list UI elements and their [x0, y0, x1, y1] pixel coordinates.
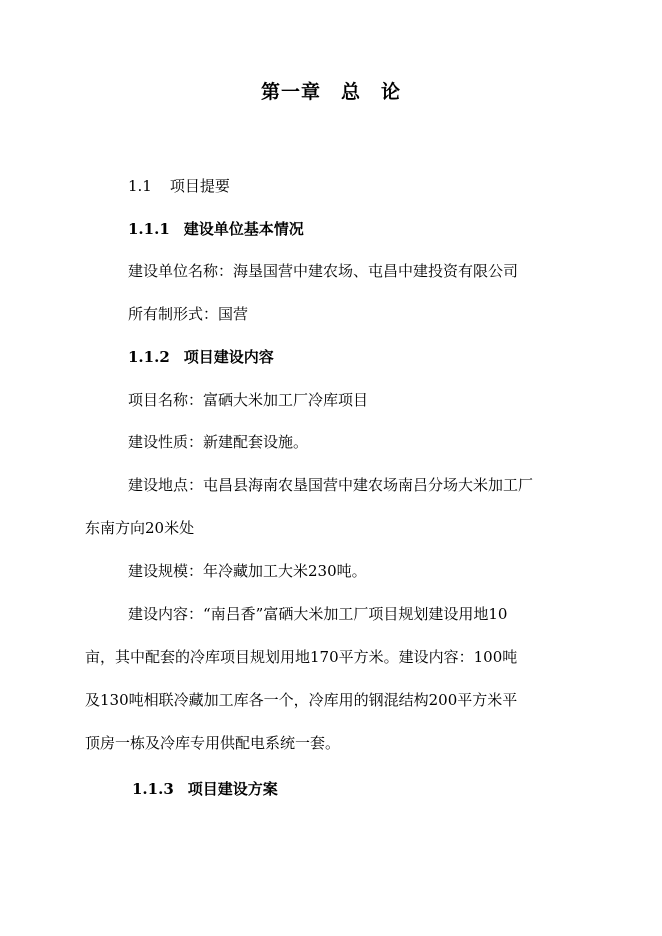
section-title: 项目建设方案 — [187, 780, 278, 798]
chapter-title: 第一章 总 论 — [260, 81, 401, 103]
paragraph-content-line-1: 建设内容：“南吕香”富硒大米加工厂项目规划建设用地10 — [128, 605, 508, 623]
section-number: 1.1 — [128, 177, 152, 195]
paragraph-project-name: 项目名称：富硒大米加工厂冷库项目 — [128, 391, 369, 409]
paragraph-content-line-2: 亩，其中配套的冷库项目规划用地170平方米。建设内容：100吨 — [85, 648, 518, 666]
section-number: 1.1.2 — [128, 348, 170, 366]
section-number: 1.1.1 — [128, 220, 170, 238]
paragraph-unit-name: 建设单位名称：海垦国营中建农场、屯昌中建投资有限公司 — [128, 262, 519, 280]
section-1-1-1-heading — [128, 219, 304, 239]
section-number: 1.1.3 — [132, 780, 174, 798]
paragraph-content-line-3: 及130吨相联冷藏加工库各一个，冷库用的钢混结构200平方米平 — [85, 691, 518, 709]
paragraph-scale: 建设规模：年冷藏加工大米230吨。 — [128, 562, 367, 580]
section-title: 建设单位基本情况 — [183, 220, 304, 238]
section-title: 项目建设内容 — [183, 348, 274, 366]
section-title: 项目提要 — [169, 177, 230, 195]
section-1-1-heading — [128, 176, 230, 196]
section-1-1-3-heading — [132, 779, 278, 799]
paragraph-location-line-1: 建设地点：屯昌县海南农垦国营中建农场南吕分场大米加工厂 — [128, 476, 534, 494]
section-1-1-2-heading — [128, 347, 274, 367]
paragraph-content-line-4: 顶房一栋及冷库专用供配电系统一套。 — [85, 734, 341, 752]
paragraph-nature: 建设性质：新建配套设施。 — [128, 433, 309, 451]
paragraph-ownership: 所有制形式：国营 — [128, 305, 249, 323]
paragraph-location-line-2: 东南方向20米处 — [85, 519, 195, 537]
